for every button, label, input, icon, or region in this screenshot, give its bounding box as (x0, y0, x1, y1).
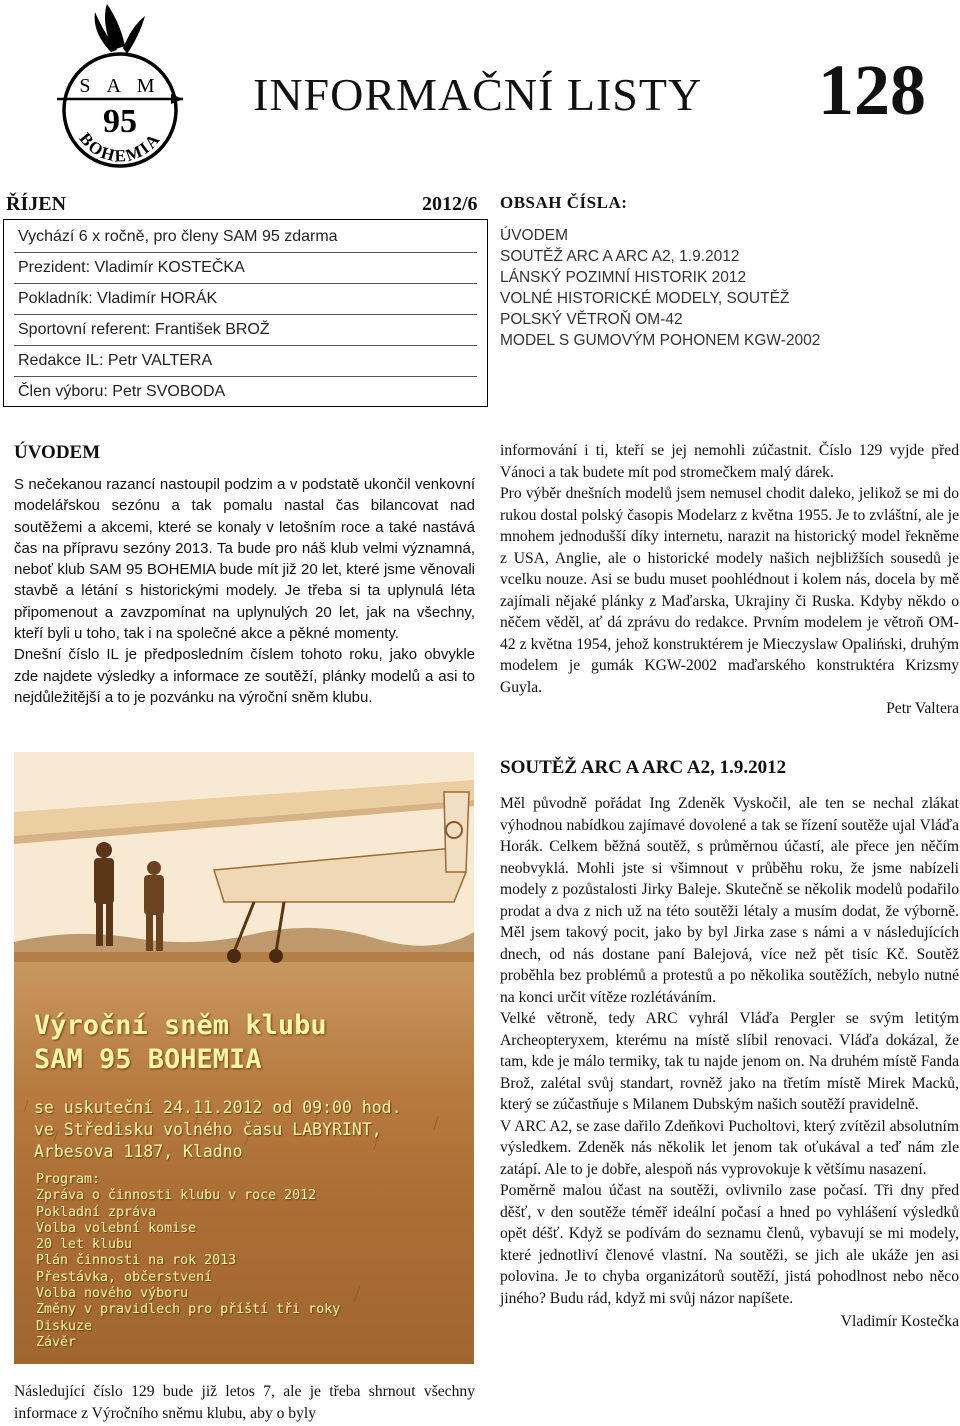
arc-signature: Vladimír Kostečka (840, 1313, 959, 1330)
toc-item: LÁNSKÝ POZIMNÍ HISTORIK 2012 (500, 269, 747, 286)
logo-letters: S A M (79, 75, 161, 97)
toc-item: VOLNÉ HISTORICKÉ MODELY, SOUTĚŽ (500, 290, 790, 307)
arc-paragraph: Měl původně pořádat Ing Zdeněk Vyskočil, ale ten se nechal zlákat výhodnou nabídkou zajímavé dovolené a tak se řízení soutěže ujal Vláďa Horák. Celkem běžná soutěž, s průměrnou účastí, ale přece jen něčím neobvyklá. Mohli jste si všimnout v průběhu roku, že jsme nabízeli modely z pozůstalosti Jirky Baleje. Skutečně se několik modelů podařilo prodat a dva z nich už na této soutěži létaly a musím dodat, že výborně. Měl jsem takový pocit, jako by byl Jirka zase s námi a v následujících dnech, od nás dostane paní Balejová, více než pět tisíc Kč. Soutěž proběhla bez problémů a protestů a po několika soutěžích, nebylo nutné na konci určit vítěze rozlétáváním. (500, 795, 959, 1006)
arc-paragraph: V ARC A2, se zase dařilo Zdeňkovi Pucholtovi, který zvítězil absolutním výsledkem. Zdeněk nás několik let jenom tak oťukával a teď nám zle zatápí. Ale to je dobře, alespoň nás vyprovokuje k většímu nasazení. (500, 1117, 959, 1178)
intro-paragraph: S nečekanou razancí nastoupil podzim a v podstatě ukončil venkovní modelářskou sezónu a tak pomalu nastal čas bilancovat nad soutěžemi a akcemi, které se konaly v letošním roce a také nastává čas na přípravu sezóny 2013. Ta bude pro náš klub velmi významná, neboť klub SAM 95 BOHEMIA bude mít již 20 let, které jsme věnovali stavbě a létání s historickými modely. Je třeba si ta uplynulá léta připomenout a zavzpomínat na uplynulých 20 let, jak na všechny, kteří byli u toho, tak i na společné akce a pěkné momenty. (14, 476, 475, 643)
arc-paragraph: Velké větroně, tedy ARC vyhrál Vláďa Pergler se svým letitým Archeopteryxem, kterému na místě slíbil renovaci. Vláďa dokázal, že tam, kde je málo termiky, tak tu najde jenom on. Na druhém místě Fanda Brož, zalétal svůj standart, rovněž jako na třetím místě Mirek Macků, který se zúčastňuje s Milanem Dubským našich soutěží pravidelně. (500, 1010, 959, 1113)
logo-ring-text: BOHEMIA (75, 128, 165, 166)
page-title: INFORMAČNÍ LISTY (253, 69, 703, 120)
program-item: Závěr (36, 1334, 77, 1350)
info-line-treasurer: Pokladník: Vladimír HORÁK (18, 290, 218, 307)
arc-paragraph: Poměrně malou účast na soutěži, ovlivnilo zase počasí. Tři dny před děšť, v den soutěže téměř ideální počasí a hned po vyhlášení výsledků opět déšť. Když se podívám do seznamu členů, vybavují se mi modely, které jednotliví členové vlastní. Na soutěži, se jich ale ukáže jen asi polovina. Je to chyba organizátorů soutěží, jistá pohodlnost nebo něco jiného? Budu rád, když mi svůj názor napíšete. (500, 1182, 959, 1307)
toc-item: MODEL S GUMOVÝM POHONEM KGW-2002 (500, 332, 821, 349)
flyer-subtitle: SAM 95 BOHEMIA (34, 1044, 262, 1075)
toc-item: SOUTĚŽ ARC A ARC A2, 1.9.2012 (500, 248, 740, 265)
program-item: Přestávka, občerstvení (36, 1269, 213, 1285)
intro-paragraph: informování i ti, kteří se jej nemohli zúčastnit. Číslo 129 vyjde před Vánoci a tak budete mít pod stromečkem malý dárek. (500, 442, 959, 481)
program-item: Volba nového výboru (36, 1286, 189, 1302)
program-item: Změny v pravidlech pro příští tři roky (36, 1302, 341, 1318)
program-item: Plán činnosti na rok 2013 (36, 1253, 237, 1269)
issue-code: 2012/6 (422, 193, 478, 215)
info-line-board-member: Člen výboru: Petr SVOBODA (18, 383, 226, 400)
info-line-president: Prezident: Vladimír KOSTEČKA (18, 259, 245, 276)
logo-number: 95 (103, 103, 137, 140)
flyer-date: se uskuteční 24.11.2012 od 09:00 hod. (34, 1098, 402, 1117)
arc-article-text (500, 793, 959, 1333)
program-item: Pokladní zpráva (36, 1204, 157, 1220)
intro-heading: ÚVODEM (14, 442, 101, 463)
annual-meeting-flyer (14, 752, 474, 1364)
toc-list (500, 225, 820, 351)
info-line-editor: Redakce IL: Petr VALTERA (18, 352, 213, 369)
arc-heading: SOUTĚŽ ARC A ARC A2, 1.9.2012 (500, 757, 787, 778)
intro-paragraph: Pro výběr dnešních modelů jsem nemusel chodit daleko, jelikož se mi do rukou dostal polský časopis Modelarz z května 1955. Je to zvláštní, ale je mnohem jednodušší díky internetu, narazit na historický model řekněme z USA, Anglie, ale o historické modely našich nejbližších sousedů je vcelku nouze. Asi se budu muset poohlédnout i kolem nás, docela by mě zajímali nějaké plánky z Maďarska, Ukrajiny či Ruska. Kdyby někdo o něčem věděl, ať dá zprávu do redakce. Prvním modelem je větroň OM-42 z května 1954, jehož konstruktérem je Mieczyslaw Opaliński, druhým modelem je gumák KGW-2002 maďarského konstruktéra Krizsmy Guyla. (500, 485, 959, 696)
flyer-venue: ve Středisku volného času LABYRINT, (34, 1120, 382, 1139)
program-item: 20 let klubu (36, 1237, 133, 1253)
program-heading: Program: (36, 1172, 101, 1187)
toc-item: POLSKÝ VĚTROŇ OM-42 (500, 311, 683, 328)
intro-signature: Petr Valtera (886, 700, 959, 717)
flyer-title: Výroční sněm klubu (34, 1010, 327, 1041)
info-line-sports-referee: Sportovní referent: František BROŽ (18, 321, 270, 338)
masthead-info-box (3, 219, 488, 407)
flyer-address: Arbesova 1187, Kladno (34, 1142, 243, 1161)
info-line-frequency: Vychází 6 x ročně, pro členy SAM 95 zdarma (18, 228, 338, 245)
issue-month: ŘÍJEN (6, 193, 67, 215)
intro-right-text (500, 440, 959, 720)
program-item: Volba volební komise (36, 1220, 197, 1236)
toc-item: ÚVODEM (500, 227, 569, 244)
intro-left-text (14, 474, 475, 708)
sam95-bohemia-logo (55, 2, 185, 170)
toc-heading: OBSAH ČÍSLA: (500, 193, 628, 212)
intro-next-issue-paragraph: Následující číslo 129 bude již letos 7, ale je třeba shrnout všechny informace z Výročního sněmu klubu, aby o byly (14, 1383, 475, 1422)
program-item: Zpráva o činnosti klubu v roce 2012 (36, 1188, 317, 1204)
flyer-program-list (36, 1172, 340, 1351)
intro-paragraph: Dnešní číslo IL je předposledním číslem tohoto roku, jako obvykle zde najdete výsledky a informace ze soutěží, plánky modelů a asi to nejdůležitější a to je pozvánku na výroční sněm klubu. (14, 646, 475, 706)
issue-number: 128 (818, 50, 926, 130)
program-item: Diskuze (36, 1318, 93, 1334)
